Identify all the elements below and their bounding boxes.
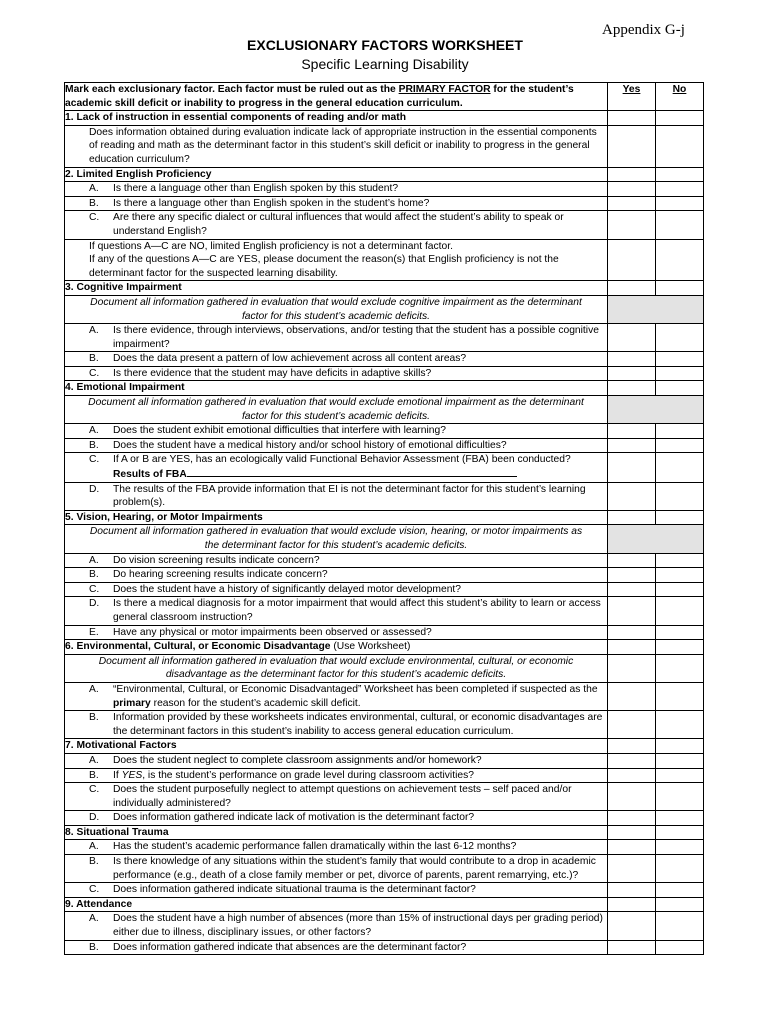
page-title: EXCLUSIONARY FACTORS WORKSHEET	[247, 37, 523, 53]
yes-checkbox[interactable]	[608, 352, 656, 367]
question-row	[65, 482, 704, 510]
item-label: B.	[89, 569, 99, 581]
section-5-title: 5. Vision, Hearing, or Motor Impairments	[65, 510, 608, 525]
question-text: Have any physical or motor impairments been observed or assessed?	[113, 626, 432, 638]
no-checkbox[interactable]	[656, 711, 704, 739]
no-checkbox[interactable]	[656, 940, 704, 955]
question-row	[65, 625, 704, 640]
question-row	[65, 438, 704, 453]
note-row	[65, 239, 704, 281]
section-header-blank	[608, 825, 656, 840]
question-row	[65, 711, 704, 739]
question-text: Is there a language other than English spoken in the student’s home?	[113, 197, 430, 209]
item-label: C.	[89, 884, 100, 896]
item-label: B.	[89, 856, 99, 868]
yes-checkbox[interactable]	[608, 711, 656, 739]
yes-checkbox[interactable]	[608, 940, 656, 955]
yes-checkbox[interactable]	[608, 482, 656, 510]
item-label: A.	[89, 913, 99, 925]
no-checkbox[interactable]	[656, 582, 704, 597]
question-row	[65, 366, 704, 381]
document-instruction: Document all information gathered in evaluation that would exclude vision, hearing, or motor impairments as the determinant factor for this student’s academic deficits.	[89, 526, 583, 551]
yes-checkbox[interactable]	[608, 182, 656, 197]
section-header-blank	[608, 897, 656, 912]
item-label: A.	[89, 425, 99, 437]
section-header-blank	[608, 111, 656, 126]
item-label: A.	[89, 754, 99, 766]
no-checkbox[interactable]	[656, 855, 704, 883]
question-text: Information provided by these worksheets indicates environmental, cultural, or economic disadvantages are the determinant factors in this student’s inability to access general education curriculum.	[113, 712, 603, 737]
question-row	[65, 855, 704, 883]
section-header-blank	[656, 825, 704, 840]
question-row	[65, 453, 704, 482]
yes-checkbox[interactable]	[608, 324, 656, 352]
section-header-blank	[656, 739, 704, 754]
question-text: If YES, is the student’s performance on grade level during classroom activities?	[113, 769, 474, 781]
question-text: Does information obtained during evaluation indicate lack of appropriate instruction in the essential components of reading and math as the determinant factor in this student’s skill deficit or inability to progress in the general education curriculum?	[89, 126, 597, 165]
question-row	[65, 568, 704, 583]
question-row	[65, 211, 704, 239]
section-header	[65, 640, 704, 655]
section-8-title: 8. Situational Trauma	[65, 825, 608, 840]
note-text: If any of the questions A—C are YES, please document the reason(s) that English proficiency is not the determinant factor for the suspected learning disability.	[89, 254, 559, 279]
no-checkbox[interactable]	[656, 597, 704, 625]
question-row	[65, 912, 704, 940]
no-checkbox[interactable]	[656, 366, 704, 381]
no-checkbox[interactable]	[656, 424, 704, 439]
question-text: Is there a language other than English spoken by this student?	[113, 183, 399, 195]
yes-checkbox[interactable]	[608, 783, 656, 811]
question-text: Does the student exhibit emotional difficulties that interfere with learning?	[113, 425, 446, 437]
no-checkbox[interactable]	[656, 883, 704, 898]
question-text: Is there evidence, through interviews, observations, and/or testing that the student has a possible cognitive impairment?	[113, 325, 599, 350]
question-text: Does the student purposefully neglect to attempt questions on achievement tests – self paced and/or individually administered?	[113, 784, 572, 809]
question-text: Are there any specific dialect or cultural influences that would affect the student’s ability to speak or understand English?	[113, 212, 564, 237]
item-label: C.	[89, 784, 100, 796]
yes-checkbox[interactable]	[608, 811, 656, 826]
question-text: Is there evidence that the student may have deficits in adaptive skills?	[113, 367, 432, 379]
section-2-title: 2. Limited English Proficiency	[65, 167, 608, 182]
yes-checkbox[interactable]	[608, 840, 656, 855]
worksheet-table	[64, 82, 704, 955]
no-checkbox[interactable]	[656, 768, 704, 783]
item-label: C.	[89, 454, 100, 466]
section-header	[65, 381, 704, 396]
no-checkbox[interactable]	[656, 682, 704, 710]
section-header-blank	[608, 381, 656, 396]
item-label: C.	[89, 583, 100, 595]
question-text: Does the data present a pattern of low achievement across all content areas?	[113, 353, 467, 365]
question-row	[65, 352, 704, 367]
section-6-title: 6. Environmental, Cultural, or Economic Disadvantage (Use Worksheet)	[65, 640, 608, 655]
yes-column-header: Yes	[608, 83, 656, 111]
item-label: B.	[89, 941, 99, 953]
question-text: Does the student have a medical history and/or school history of emotional difficulties?	[113, 439, 507, 451]
yes-checkbox[interactable]	[608, 553, 656, 568]
no-checkbox[interactable]	[656, 783, 704, 811]
section-header-blank	[608, 739, 656, 754]
question-row	[65, 324, 704, 352]
item-label: C.	[89, 212, 100, 224]
item-label: D.	[89, 483, 100, 495]
item-label: B.	[89, 712, 99, 724]
document-instruction: Document all information gathered in evaluation that would exclude emotional impairment as the determinant factor for this student’s academic deficits.	[88, 397, 584, 422]
yes-checkbox[interactable]	[608, 453, 656, 482]
no-checkbox[interactable]	[656, 753, 704, 768]
section-header-blank	[608, 281, 656, 296]
yes-checkbox[interactable]	[608, 568, 656, 583]
yes-checkbox[interactable]	[608, 211, 656, 239]
question-text: Is there a medical diagnosis for a motor impairment that would affect this student’s ability to learn or access general classroom instruction?	[113, 598, 601, 623]
question-text: Is there knowledge of any situations within the student’s family that would contribute to a drop in academic performance (e.g., death of a close family member or pet, divorce of parents, parent remarrying, etc.)?	[113, 856, 596, 881]
no-checkbox[interactable]	[656, 453, 704, 482]
section-header-blank	[608, 640, 656, 655]
no-checkbox[interactable]	[656, 324, 704, 352]
question-row	[65, 883, 704, 898]
question-row	[65, 424, 704, 439]
item-label: C.	[89, 367, 100, 379]
no-column-header: No	[656, 83, 704, 111]
section-7-title: 7. Motivational Factors	[65, 739, 608, 754]
question-row	[65, 597, 704, 625]
question-row	[65, 753, 704, 768]
yes-checkbox[interactable]	[608, 855, 656, 883]
section-header-blank	[656, 381, 704, 396]
no-checkbox[interactable]	[656, 912, 704, 940]
no-checkbox[interactable]	[656, 125, 704, 167]
no-checkbox[interactable]	[656, 811, 704, 826]
no-checkbox[interactable]	[656, 553, 704, 568]
question-row	[65, 582, 704, 597]
section-header	[65, 281, 704, 296]
blank-cell	[656, 239, 704, 281]
yes-checkbox[interactable]	[608, 125, 656, 167]
yes-checkbox[interactable]	[608, 682, 656, 710]
document-row	[65, 295, 704, 323]
question-text: If A or B are YES, has an ecologically valid Functional Behavior Assessment (FBA) been conducted?	[113, 454, 571, 466]
no-checkbox[interactable]	[656, 196, 704, 211]
question-text: Does the student have a high number of absences (more than 15% of instructional days per grading period) either due to illness, disciplinary issues, or other factors?	[113, 913, 603, 939]
intro-text: Mark each exclusionary factor. Each factor must be ruled out as the PRIMARY FACTOR for the student’s academic skill deficit or inability to progress in the general education curriculum.	[65, 83, 608, 111]
question-row	[65, 768, 704, 783]
yes-checkbox[interactable]	[608, 597, 656, 625]
yes-checkbox[interactable]	[608, 883, 656, 898]
blank-cell	[608, 239, 656, 281]
blank-cell	[608, 654, 656, 682]
section-1-title: 1. Lack of instruction in essential components of reading and/or math	[65, 111, 608, 126]
question-text: Do hearing screening results indicate concern?	[113, 569, 328, 581]
section-header-blank	[608, 510, 656, 525]
yes-checkbox[interactable]	[608, 768, 656, 783]
question-row	[65, 196, 704, 211]
blank-cell	[656, 654, 704, 682]
no-checkbox[interactable]	[656, 625, 704, 640]
no-checkbox[interactable]	[656, 352, 704, 367]
shaded-cell	[608, 295, 704, 323]
section-header	[65, 167, 704, 182]
section-header	[65, 739, 704, 754]
yes-checkbox[interactable]	[608, 582, 656, 597]
section-header	[65, 825, 704, 840]
no-checkbox[interactable]	[656, 568, 704, 583]
section-header-blank	[656, 640, 704, 655]
question-text: “Environmental, Cultural, or Economic Disadvantaged” Worksheet has been completed if suspected as the primary reason for the student’s academic skill deficit.	[113, 683, 598, 709]
item-label: B.	[89, 769, 99, 781]
primary-factor-emphasis: PRIMARY FACTOR	[398, 84, 491, 95]
section-header-blank	[656, 281, 704, 296]
item-label: A.	[89, 683, 99, 695]
question-row	[65, 553, 704, 568]
question-text: Does information gathered indicate that absences are the determinant factor?	[113, 941, 467, 953]
item-label: A.	[89, 325, 99, 337]
yes-checkbox[interactable]	[608, 753, 656, 768]
item-label: B.	[89, 197, 99, 209]
question-text: Does information gathered indicate lack of motivation is the determinant factor?	[113, 812, 475, 824]
yes-checkbox[interactable]	[608, 438, 656, 453]
question-row	[65, 811, 704, 826]
no-checkbox[interactable]	[656, 211, 704, 239]
intro-row	[65, 83, 704, 111]
section-9-title: 9. Attendance	[65, 897, 608, 912]
section-header-blank	[656, 897, 704, 912]
question-text: Does information gathered indicate situational trauma is the determinant factor?	[113, 884, 476, 896]
item-label: A.	[89, 554, 99, 566]
yes-checkbox[interactable]	[608, 366, 656, 381]
item-label: A.	[89, 841, 99, 853]
question-row	[65, 682, 704, 710]
shaded-cell	[608, 525, 704, 553]
fba-results-label: Results of FBA	[113, 469, 187, 481]
document-row	[65, 654, 704, 682]
section-header	[65, 510, 704, 525]
item-label: A.	[89, 183, 99, 195]
item-label: B.	[89, 439, 99, 451]
document-row	[65, 525, 704, 553]
shaded-cell	[608, 396, 704, 424]
document-row	[65, 396, 704, 424]
yes-checkbox[interactable]	[608, 625, 656, 640]
question-text: Do vision screening results indicate concern?	[113, 554, 320, 566]
section-header	[65, 897, 704, 912]
no-checkbox[interactable]	[656, 438, 704, 453]
question-row	[65, 783, 704, 811]
no-checkbox[interactable]	[656, 840, 704, 855]
item-label: D.	[89, 812, 100, 824]
question-text: Does the student neglect to complete classroom assignments and/or homework?	[113, 754, 482, 766]
question-text: The results of the FBA provide information that EI is not the determinant factor for this student’s learning problem(s).	[113, 483, 586, 509]
yes-checkbox[interactable]	[608, 424, 656, 439]
item-label: E.	[89, 626, 99, 638]
item-label: B.	[89, 353, 99, 365]
section-header-blank	[656, 167, 704, 182]
question-text: Has the student’s academic performance fallen dramatically within the last 6-12 months?	[113, 841, 517, 853]
yes-checkbox[interactable]	[608, 196, 656, 211]
question-row	[65, 940, 704, 955]
item-label: D.	[89, 598, 100, 610]
question-row	[65, 182, 704, 197]
page-subtitle: Specific Learning Disability	[301, 56, 469, 72]
no-checkbox[interactable]	[656, 182, 704, 197]
document-instruction: Document all information gathered in evaluation that would exclude environmental, cultural, or economic disadvantage as the determinant factor for this student’s academic deficits.	[98, 655, 574, 681]
question-row	[65, 125, 704, 167]
section-3-title: 3. Cognitive Impairment	[65, 281, 608, 296]
question-text: Does the student have a history of significantly delayed motor development?	[113, 583, 462, 595]
no-checkbox[interactable]	[656, 482, 704, 510]
fba-results-line[interactable]	[187, 467, 517, 477]
yes-checkbox[interactable]	[608, 912, 656, 940]
section-header	[65, 111, 704, 126]
note-text: If questions A—C are NO, limited English proficiency is not a determinant factor.	[89, 240, 453, 252]
document-instruction: Document all information gathered in evaluation that would exclude cognitive impairment as the determinant factor for this student’s academic deficits.	[90, 296, 582, 322]
section-header-blank	[608, 167, 656, 182]
question-row	[65, 840, 704, 855]
section-header-blank	[656, 510, 704, 525]
appendix-label: Appendix G-j	[602, 22, 685, 38]
section-header-blank	[656, 111, 704, 126]
section-4-title: 4. Emotional Impairment	[65, 381, 608, 396]
